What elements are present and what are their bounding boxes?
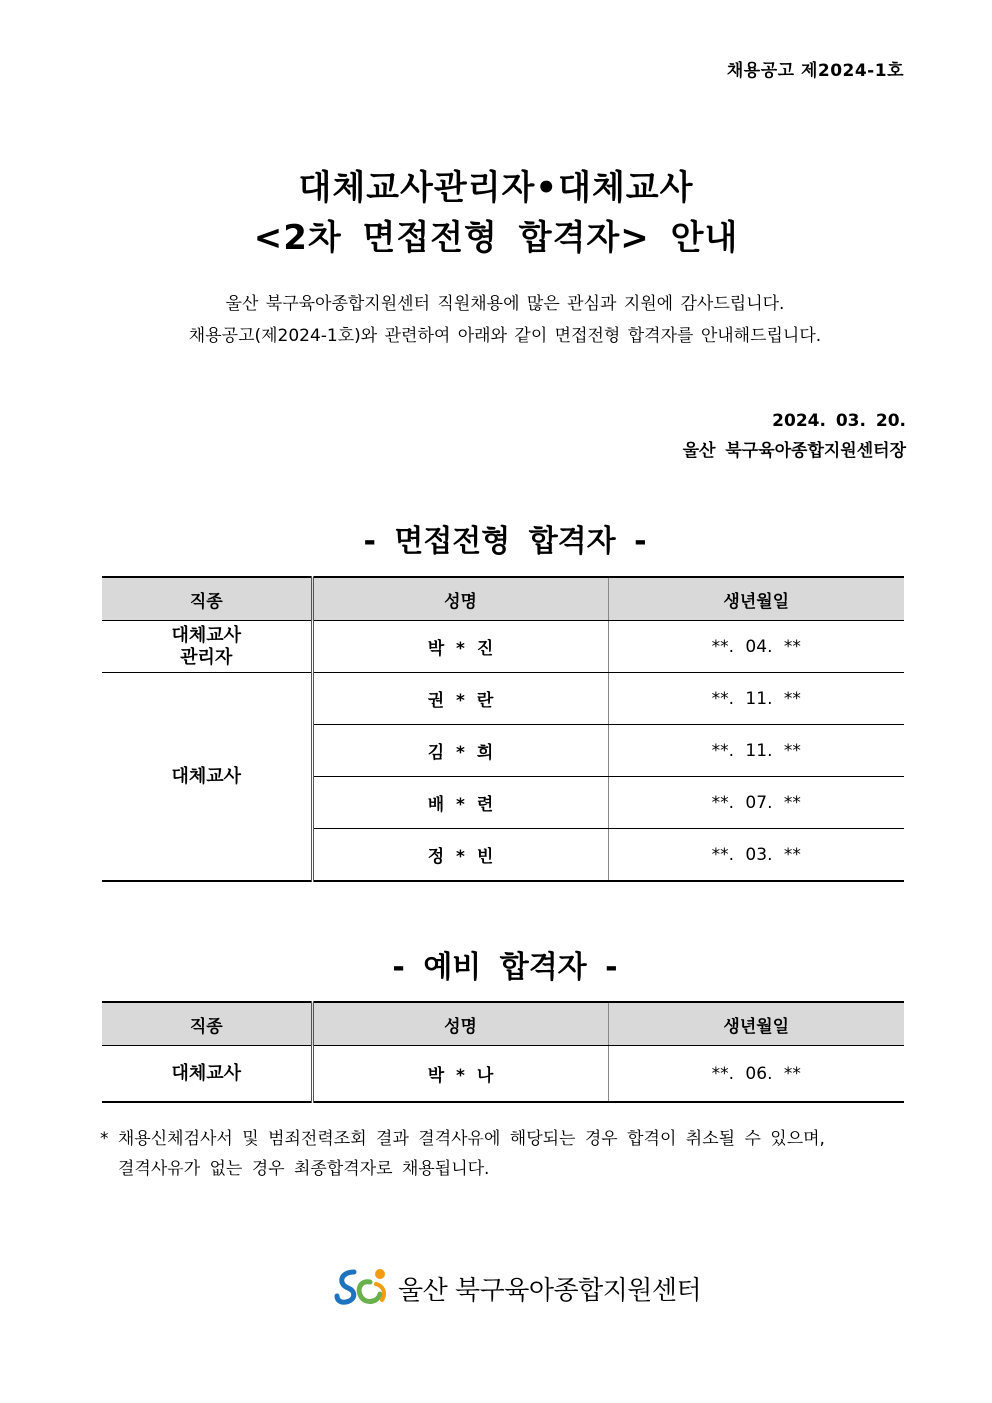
date-block: [683, 406, 906, 466]
birth-cell: **. 11. **: [608, 673, 904, 725]
center-logo-icon: [334, 1266, 392, 1310]
section-title-reserve: - 예비 합격자 -: [392, 950, 618, 985]
footnote-line1: * 채용신체검사서 및 범죄전력조회 결과 결격사유에 해당되는 경우 합격이 취소될 수 있으며,: [100, 1129, 825, 1149]
center-logo-text: 울산 북구육아종합지원센터: [398, 1275, 702, 1306]
table-row: [102, 621, 904, 673]
intro-text: [0, 288, 992, 352]
section-title-passed: - 면접전형 합격자 -: [363, 524, 647, 559]
notice-date: 2024. 03. 20.: [772, 411, 906, 431]
footnote-line2: 결격사유가 없는 경우 최종합격자로 채용됩니다.: [118, 1159, 490, 1179]
header-birth: 생년월일: [608, 1002, 904, 1046]
birth-cell: **. 06. **: [608, 1046, 904, 1103]
name-cell: 김 * 희: [312, 725, 608, 777]
header-role: 직종: [102, 1002, 312, 1046]
role-cell: 대체교사: [102, 673, 312, 882]
header-name: 성명: [312, 1002, 608, 1046]
name-cell: 박 * 나: [312, 1046, 608, 1103]
table-header-row: [102, 1002, 904, 1046]
role-cell: 대체교사 관리자: [102, 621, 312, 673]
table-row: [102, 1046, 904, 1103]
name-cell: 권 * 란: [312, 673, 608, 725]
name-cell: 박 * 진: [312, 621, 608, 673]
table-row: [102, 673, 904, 725]
intro-line1: 울산 북구육아종합지원센터 직원채용에 많은 관심과 지원에 감사드립니다.: [225, 294, 785, 314]
name-cell: 정 * 빈: [312, 829, 608, 882]
center-logo: [334, 1266, 701, 1310]
notice-number: 채용공고 제2024-1호: [726, 61, 904, 81]
page-title-line1: 대체교사관리자•대체교사: [298, 168, 694, 208]
birth-cell: **. 03. **: [608, 829, 904, 882]
header-name: 성명: [312, 577, 608, 621]
page-title-line2: <2차 면접전형 합격자> 안내: [253, 218, 739, 258]
reserve-table: [102, 1001, 904, 1103]
birth-cell: **. 04. **: [608, 621, 904, 673]
role-cell: 대체교사: [102, 1046, 312, 1103]
birth-cell: **. 07. **: [608, 777, 904, 829]
birth-cell: **. 11. **: [608, 725, 904, 777]
name-cell: 배 * 련: [312, 777, 608, 829]
intro-line2: 채용공고(제2024-1호)와 관련하여 아래와 같이 면접전형 합격자를 안내해드립니다.: [188, 326, 822, 346]
issuer: 울산 북구육아종합지원센터장: [682, 441, 906, 461]
header-birth: 생년월일: [608, 577, 904, 621]
table-header-row: [102, 577, 904, 621]
footnote: [100, 1124, 908, 1184]
passed-table: [102, 576, 904, 882]
header-role: 직종: [102, 577, 312, 621]
